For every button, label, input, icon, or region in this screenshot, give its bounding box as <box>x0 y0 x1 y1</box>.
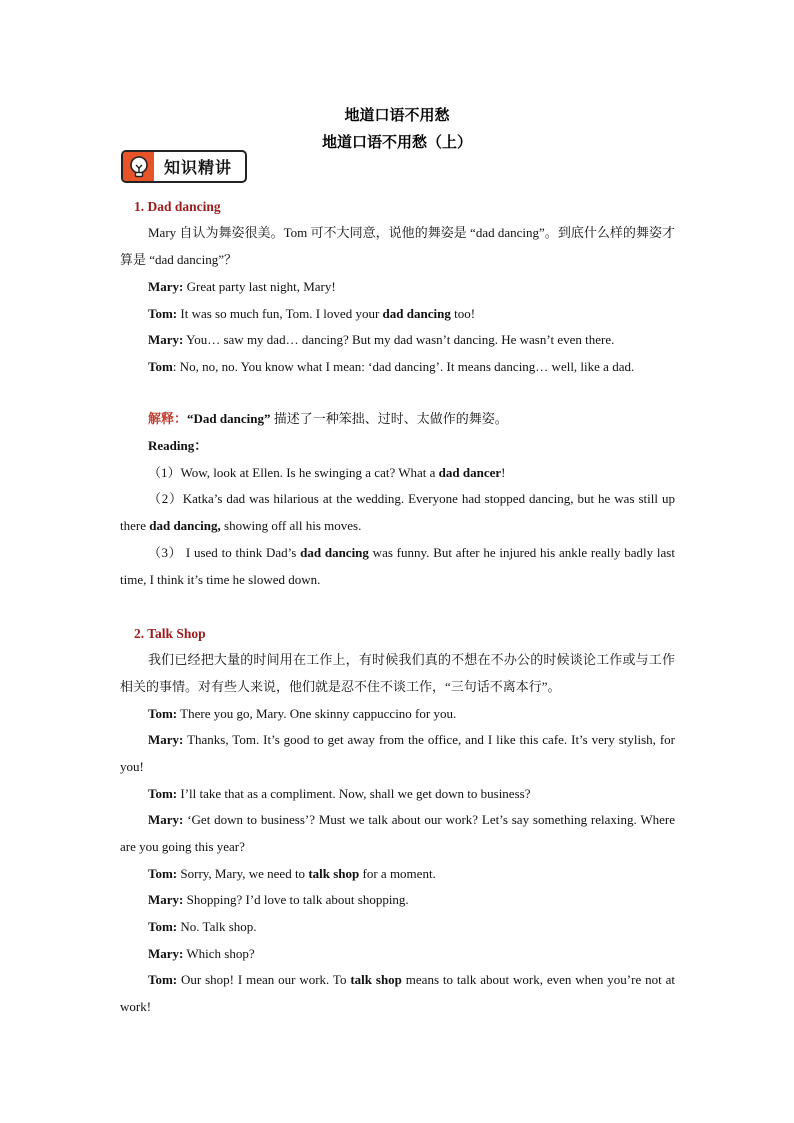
line-text: （1）Wow, look at Ellen. Is he swinging a cat? What a <box>148 465 439 480</box>
reading-item <box>120 539 675 593</box>
dialogue-line <box>120 806 675 860</box>
dialogue-line <box>120 913 675 940</box>
reading-item <box>120 485 675 539</box>
dialogue-line <box>120 886 675 913</box>
dialogue-line <box>120 726 675 780</box>
speaker: Mary: <box>148 812 184 827</box>
dialogue-line <box>120 300 675 327</box>
page-subtitle: 地道口语不用愁（上） <box>321 135 472 151</box>
line-text: Great party last night, Mary! <box>183 279 336 294</box>
dialogue-line <box>120 326 675 353</box>
speaker: Tom <box>148 359 173 374</box>
badge-label: 知识精讲 <box>164 158 233 177</box>
speaker: Tom: <box>148 972 178 987</box>
explanation-term: “Dad dancing” <box>187 411 271 426</box>
line-text: Which shop? <box>183 946 255 961</box>
dialogue-line <box>120 966 675 1020</box>
line-text: You… saw my dad… dancing? But my dad wasn’t dancing. He wasn’t even there. <box>183 332 615 347</box>
speaker: Tom: <box>148 706 178 721</box>
speaker: Tom: <box>148 306 178 321</box>
dialogue-line <box>120 273 675 300</box>
line-text: showing off all his moves. <box>220 518 362 533</box>
line-text: : No, no, no. You know what I mean: ‘dad dancing’. It means dancing… well, like a dad. <box>172 359 635 374</box>
line-text: （2）Katka’s dad was hilarious at the wedding. Everyone had stopped dancing, but he was still up there <box>120 491 675 533</box>
reading-label <box>120 432 675 459</box>
keyword: dad dancing <box>300 545 369 560</box>
speaker: Tom: <box>148 866 178 881</box>
keyword: talk shop <box>308 866 360 881</box>
line-text: No. Talk shop. <box>177 919 257 934</box>
line-text: was funny. But after he injured his ankle really badly last time, I think it’s time he slowed down. <box>120 545 675 587</box>
keyword: dad dancing <box>382 306 451 321</box>
dialogue-line <box>120 860 675 887</box>
section-1-intro: Mary 自认为舞姿很美。Tom 可不大同意，说他的舞姿是 “dad dancing”。到底什么样的舞姿才算是 “dad dancing”？ <box>120 225 675 267</box>
speaker: Mary: <box>148 279 184 294</box>
line-text: Thanks, Tom. It’s good to get away from the office, and I like this cafe. It’s very stylish, for you! <box>120 732 675 774</box>
section-2-heading: 2. Talk Shop <box>134 626 206 641</box>
explanation-text: 描述了一种笨拙、过时、太做作的舞姿。 <box>270 411 508 426</box>
speaker: Tom: <box>148 786 178 801</box>
speaker: Mary: <box>148 732 184 747</box>
line-text: I’ll take that as a compliment. Now, shall we get down to business? <box>177 786 531 801</box>
line-text: too! <box>450 306 476 321</box>
line-text: Our shop! I mean our work. To <box>177 972 351 987</box>
speaker: Mary: <box>148 892 184 907</box>
keyword: talk shop <box>350 972 402 987</box>
reading-label-text: Reading： <box>148 438 208 453</box>
explanation-label: 解释： <box>148 411 188 426</box>
speaker: Mary: <box>148 946 184 961</box>
lightbulb-icon <box>123 152 154 181</box>
line-text: It was so much fun, Tom. I loved your <box>177 306 383 321</box>
dialogue-line <box>120 353 675 380</box>
speaker: Tom: <box>148 919 178 934</box>
page-title: 地道口语不用愁 <box>344 108 450 124</box>
section-badge <box>121 150 247 183</box>
dialogue-line <box>120 940 675 967</box>
line-text: Sorry, Mary, we need to <box>177 866 309 881</box>
section-2-intro: 我们已经把大量的时间用在工作上，有时候我们真的不想在不办公的时候谈论工作或与工作相关的事情。对有些人来说，他们就是忍不住不谈工作，“三句话不离本行”。 <box>120 652 675 694</box>
line-text: means to talk about work, even when you’re not at work! <box>120 972 675 1014</box>
dialogue-line <box>120 780 675 807</box>
line-text: There you go, Mary. One skinny cappuccino for you. <box>177 706 457 721</box>
line-text: ! <box>501 465 506 480</box>
line-text: ‘Get down to business’? Must we talk about our work? Let’s say something relaxing. Where are you going this year? <box>120 812 675 854</box>
line-text: Shopping? I’d love to talk about shopping. <box>183 892 409 907</box>
keyword: dad dancing, <box>149 518 221 533</box>
explanation <box>120 405 675 432</box>
speaker: Mary: <box>148 332 184 347</box>
dialogue-line <box>120 700 675 727</box>
reading-item <box>120 459 675 486</box>
line-text: for a moment. <box>359 866 436 881</box>
section-1-heading: 1. Dad dancing <box>134 199 221 214</box>
line-text: （3） I used to think Dad’s <box>148 545 301 560</box>
keyword: dad dancer <box>438 465 502 480</box>
